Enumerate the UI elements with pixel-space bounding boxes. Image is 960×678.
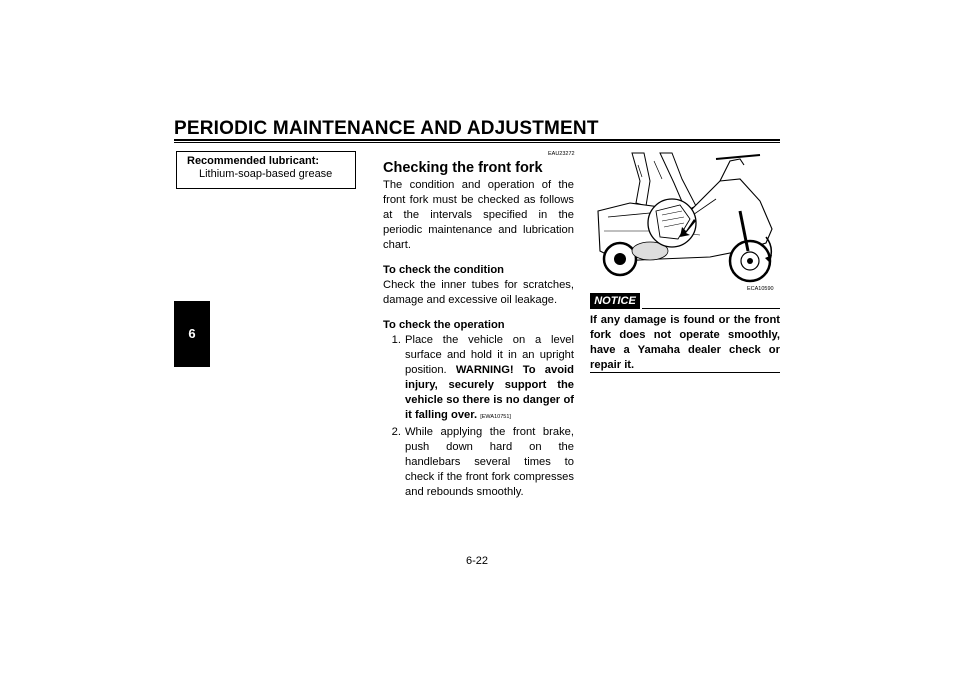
step-instruction: Place the vehicle on a level surface and hold it in an upright position. (405, 334, 574, 376)
page-number: 6-22 (466, 555, 489, 567)
condition-heading: To check the condition (383, 264, 504, 276)
condition-paragraph: Check the inner tubes for scratches, damage and excessive oil leakage. (383, 279, 574, 306)
step-number: 2. (391, 426, 401, 438)
warning-text: WARNING! To avoid injury, securely support the vehicle so there is no danger of it falling over. (405, 364, 574, 421)
notice-header (590, 293, 780, 309)
step-number: 1. (391, 334, 401, 346)
warning-code: [EWA10751] (480, 414, 511, 420)
notice-rule (642, 308, 780, 309)
chapter-tab: 6 (174, 301, 210, 367)
notice-badge: NOTICE (590, 293, 640, 309)
operation-heading: To check the operation (383, 319, 505, 331)
scooter-fork-illustration (590, 151, 780, 284)
lubricant-label: Recommended lubricant: (187, 155, 320, 167)
step-instruction: While applying the front brake, push down hard on the handlebars several times to check if the front fork compresses and rebounds smoothly. (405, 426, 574, 498)
notice-text: If any damage is found or the front fork does not operate smoothly, have a Yamaha dealer check or repair it. (590, 314, 780, 371)
section-heading: Checking the front fork (383, 160, 543, 176)
section-body (383, 178, 574, 500)
section-code: EAU23272 (548, 151, 575, 157)
step-item (383, 425, 574, 500)
header-rule (174, 139, 780, 141)
step-item (383, 333, 574, 425)
lubricant-box (176, 151, 356, 189)
notice-end-rule (590, 372, 780, 373)
intro-paragraph: The condition and operation of the front fork must be checked as follows at the intervals specified in the periodic maintenance and lubrication chart. (383, 179, 574, 251)
lubricant-value: Lithium-soap-based grease (199, 168, 333, 180)
header-rule-thin (174, 142, 780, 143)
step-text (405, 333, 574, 425)
figure-code: ECA10590 (747, 286, 774, 292)
page-header-title: PERIODIC MAINTENANCE AND ADJUSTMENT (174, 118, 599, 139)
